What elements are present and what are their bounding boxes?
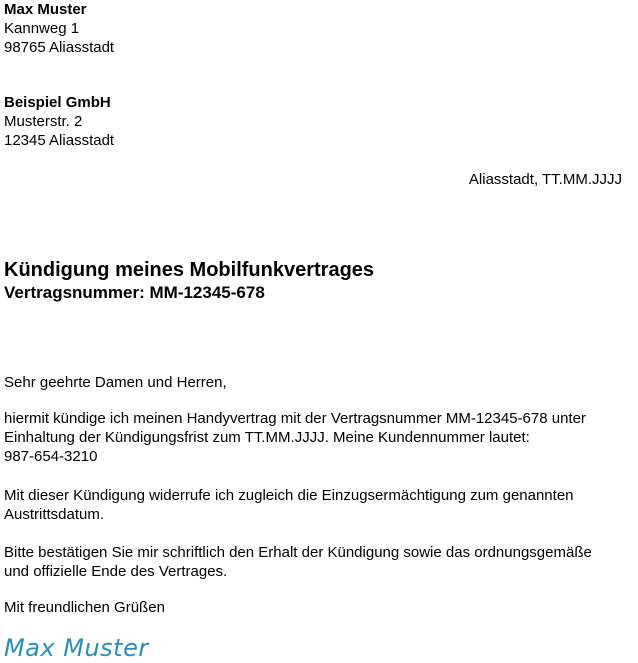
recipient-name: Beispiel GmbH [4,94,111,111]
recipient-street: Musterstr. 2 [4,113,83,130]
signature: Max Muster [4,634,149,662]
paragraph-line: Einhaltung der Kündigungsfrist zum TT.MM.JJJJ. Meine Kundennummer lautet: [4,429,530,446]
sender-address [4,0,114,57]
paragraph-revocation [4,486,574,524]
sender-city: 98765 Aliasstadt [4,39,115,56]
letter-date: Aliasstadt, TT.MM.JJJJ [468,171,622,188]
salutation: Sehr geehrte Damen und Herren, [4,374,227,391]
recipient-address [4,93,114,150]
paragraph-line: Bitte bestätigen Sie mir schriftlich den Erhalt der Kündigung sowie das ordnungsgemäße [4,544,592,561]
sender-name: Max Muster [4,1,87,18]
recipient-city: 12345 Aliasstadt [4,132,115,149]
closing: Mit freundlichen Grüßen [4,599,165,616]
paragraph-line: hiermit kündige ich meinen Handyvertrag mit der Vertragsnummer MM-12345-678 unter [4,410,586,427]
sender-street: Kannweg 1 [4,20,80,37]
contract-number: Vertragsnummer: MM-12345-678 [4,283,265,302]
paragraph-line: Austrittsdatum. [4,506,105,523]
paragraph-line: 987-654-3210 [4,448,98,465]
paragraph-confirmation [4,543,592,581]
subject-block [4,258,374,304]
subject-title: Kündigung meines Mobilfunkvertrages [4,259,375,281]
paragraph-termination [4,409,586,466]
paragraph-line: und offizielle Ende des Vertrages. [4,563,228,580]
paragraph-line: Mit dieser Kündigung widerrufe ich zugleich die Einzugsermächtigung zum genannten [4,487,574,504]
